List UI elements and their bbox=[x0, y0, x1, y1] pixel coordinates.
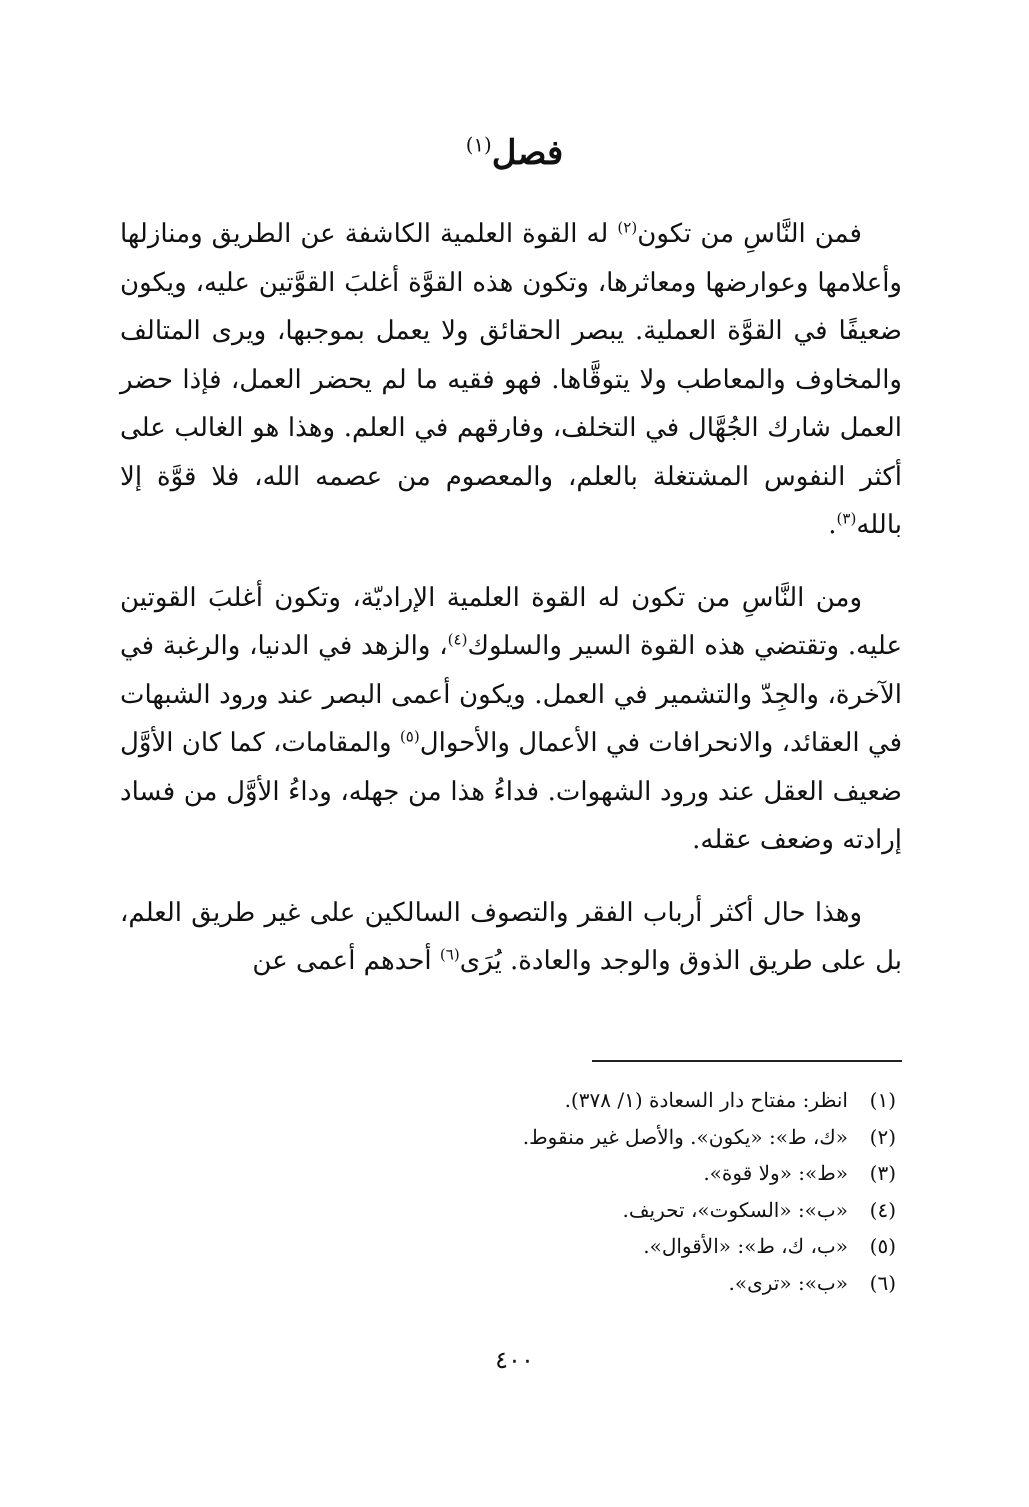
footnote bbox=[120, 1155, 902, 1192]
footnote-number: (٢) bbox=[869, 1124, 896, 1149]
footnote-number: (٥) bbox=[869, 1234, 896, 1259]
footnote-number: (١) bbox=[869, 1088, 896, 1112]
paragraph-text: له القوة العلمية الكاشفة عن الطريق ومنازلها وأعلامها وعوارضها ومعاثرها، وتكون هذه القوَّة أغلبَ القوَّتين عليه، ويكون ضعيفًا في القوَّة العملية. يبصر الحقائق ولا يعمل بموجبها، ويرى المتالف والمخاوف والمعاطب ولا يتوقَّاها. فهو فقيه ما لم يحضر العمل، فإذا حضر العمل شارك الجُهَّال في التخلف، وفارقهم في العلم. وهذا هو الغالب على أكثر النفوس المشتغلة بالعلم، والمعصوم من عصمه الله، فلا قوَّة إلا بالله bbox=[120, 219, 902, 540]
footnote-number: (٤) bbox=[869, 1197, 896, 1222]
footnote-ref: (٢) bbox=[617, 218, 638, 237]
section-heading bbox=[0, 128, 1029, 178]
footnote bbox=[120, 1228, 902, 1265]
footnote-text: «ب»: «ترى». bbox=[728, 1270, 848, 1295]
paragraph-text: والمقامات، كما كان الأوَّل ضعيف العقل عند ورود الشهوات. فداءُ هذا من جهله، وداءُ الأوَّل من فساد إرادته وضعف عقله. bbox=[120, 728, 902, 855]
section-title: فصل bbox=[491, 133, 564, 173]
page-number: ٤٠٠ bbox=[495, 1346, 534, 1374]
footnote-ref: (٤) bbox=[447, 630, 468, 649]
footnote-ref: (٣) bbox=[836, 509, 857, 528]
paragraph-text: فمن النَّاسِ من تكون bbox=[637, 219, 862, 249]
main-text bbox=[120, 210, 902, 1010]
footnote-text: «ط»: «ولا قوة». bbox=[703, 1161, 848, 1186]
paragraph-text: ، والزهد في الدنيا، والرغبة في الآخرة، والجِدّ والتشمير في العمل. ويكون أعمى البصر عند ورود الشبهات في العقائد، والانحرافات في الأعمال والأحوال bbox=[120, 631, 902, 758]
footnote-text: «ك، ط»: «يكون». والأصل غير منقوط. bbox=[522, 1124, 848, 1149]
paragraph-text: ومن النَّاسِ من تكون له القوة العلمية الإراديّة، وتكون أغلبَ القوتين عليه. وتقتضي هذه القوة السير والسلوك bbox=[120, 582, 902, 661]
footnote bbox=[120, 1192, 902, 1229]
section-title-note-ref: (١) bbox=[465, 133, 492, 157]
footnote-text: «ب»: «السكوت»، تحريف. bbox=[622, 1197, 848, 1222]
footnote-number: (٦) bbox=[869, 1270, 896, 1295]
paragraph bbox=[120, 889, 902, 986]
footnote bbox=[120, 1119, 902, 1156]
paragraph bbox=[120, 210, 902, 550]
footnote-number: (٣) bbox=[869, 1161, 896, 1186]
footnote-ref: (٥) bbox=[399, 727, 420, 746]
footnote-separator bbox=[592, 1060, 902, 1062]
paragraph-text: . bbox=[828, 510, 837, 540]
footnote-text: انظر: مفتاح دار السعادة (١/ ٣٧٨). bbox=[564, 1088, 848, 1112]
footnote-text: «ب، ك، ط»: «الأقوال». bbox=[643, 1234, 848, 1259]
paragraph bbox=[120, 574, 902, 865]
footnote bbox=[120, 1265, 902, 1302]
paragraph-text: وهذا حال أكثر أرباب الفقر والتصوف السالكين على غير طريق العلم، بل على طريق الذوق والوجد والعادة. يُرَى bbox=[120, 897, 902, 976]
paragraph-text: أحدهم أعمى عن bbox=[252, 946, 440, 976]
footnote-ref: (٦) bbox=[439, 945, 460, 964]
footnote bbox=[120, 1082, 902, 1119]
footnotes bbox=[120, 1082, 902, 1302]
